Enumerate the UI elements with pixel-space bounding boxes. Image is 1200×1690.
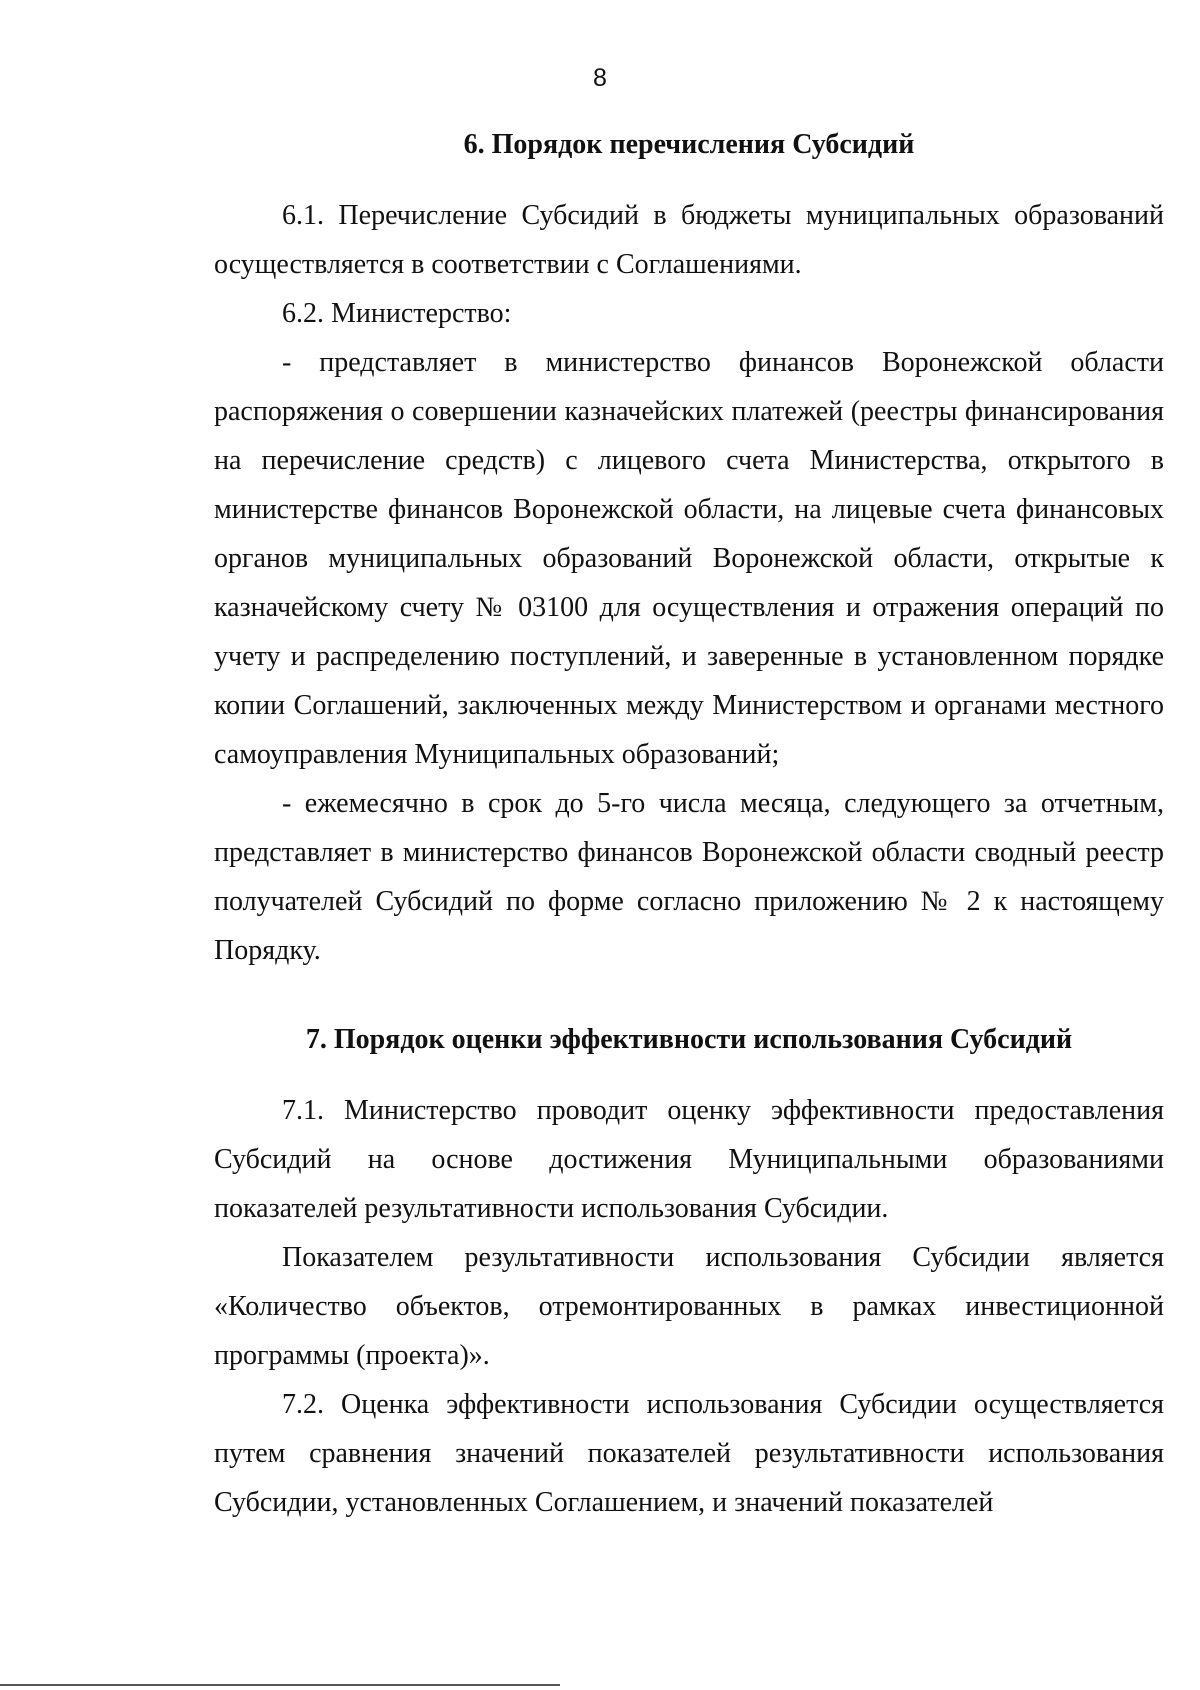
section-6-paragraph-4: - ежемесячно в срок до 5-го числа месяца, следующего за отчетным, представляет в министерство финансов Воронежской области сводный реестр получателей Субсидий по форме согласно приложению № 2 к настоящему Порядку. xyxy=(214,788,1164,966)
section-7-heading: 7. Порядок оценки эффективности использования Субсидий xyxy=(305,1024,1073,1055)
section-7-paragraph-1: 7.1. Министерство проводит оценку эффективности предоставления Субсидий на основе достижения Муниципальными образованиями показателей результативности использования Субсидии. xyxy=(214,1095,1164,1224)
page-number: 8 xyxy=(593,64,607,92)
section-6-heading: 6. Порядок перечисления Субсидий xyxy=(463,129,915,160)
section-6-paragraph-2: 6.2. Министерство: xyxy=(282,298,512,329)
document-body xyxy=(214,120,1164,1527)
section-7-paragraph-3: 7.2. Оценка эффективности использования Субсидии осуществляется путем сравнения значений показателей результативности использования Субсидии, установленных Соглашением, и значений показателей xyxy=(214,1389,1164,1518)
section-6-paragraph-1: 6.1. Перечисление Субсидий в бюджеты муниципальных образований осуществляется в соответствии с Соглашениями. xyxy=(214,200,1164,280)
section-6-paragraph-3: - представляет в министерство финансов Воронежской области распоряжения о совершении казначейских платежей (реестры финансирования на перечисление средств) с лицевого счета Министерства, открытого в министерстве финансов Воронежской области, на лицевые счета финансовых органов муниципальных образований Воронежской области, открытые к казначейскому счету № 03100 для осуществления и отражения операций по учету и распределению поступлений, и заверенные в установленном порядке копии Соглашений, заключенных между Министерством и органами местного самоуправления Муниципальных образований; xyxy=(214,347,1164,770)
bottom-scan-rule xyxy=(0,1684,560,1686)
section-7-paragraph-2: Показателем результативности использования Субсидии является «Количество объектов, отремонтированных в рамках инвестиционной программы (проекта)». xyxy=(214,1242,1164,1371)
